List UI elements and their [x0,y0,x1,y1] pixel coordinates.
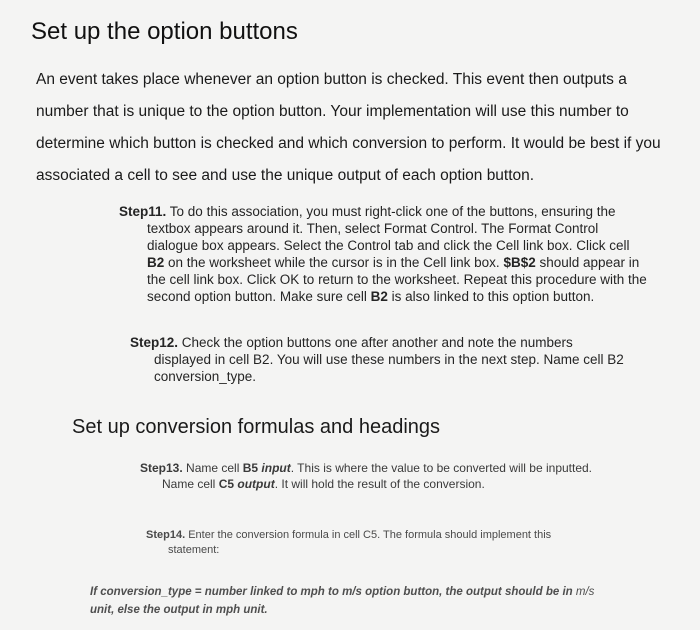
condition-part-2: unit, else the output in mph unit. [90,604,268,616]
step-13-name-2: output [237,477,275,491]
step-14-text-2: statement: [168,544,220,556]
step-11-text-5: is also linked to this option button. [387,289,595,304]
step-13-name-1: input [261,461,291,475]
step-13-text-4: . It will hold the result of the conversion. [274,477,485,491]
step-11-label: Step11. [119,204,167,219]
condition-statement [90,583,650,619]
intro-paragraph: An event takes place whenever an option button is checked. This event then outputs a number that is unique to the option button. Your implementation will use this number to determine which button is checked and which conversion to perform. It would be best if you associated a cell to see and use the unique output of each option button. [36,71,661,184]
step-12-label: Step12. [130,335,179,350]
step-13-text-2: . This is where the value to be converted will be inputted. [290,461,593,475]
step-11-text-3: on the worksheet while the cursor is in the Cell link box. [164,255,504,270]
step-13-label: Step13. [140,461,183,475]
section-title-option-buttons: Set up the option buttons [31,18,298,45]
step-12 [130,334,630,385]
step-14 [146,528,626,558]
step-13-text-3: Name cell [162,477,219,491]
step-11-ref-2: $B$2 [503,255,536,270]
step-13-ref-1: B5 [242,461,259,475]
step-14-label: Step14. [146,529,186,541]
section-title-conversion-formulas: Set up conversion formulas and headings [72,416,441,438]
step-11-text-4: should appear in the cell link box. Click OK to return to the worksheet. Repeat this procedure with the second option button. Make sure cell [147,255,647,304]
step-14-text-1: Enter the conversion formula in cell C5. The formula should implement this [185,529,552,541]
condition-unit: m/s [572,586,595,598]
step-11-text-2: textbox appears around it. Then, select Format Control. The Format Control dialogue box appears. Select the Control tab and click the Cell link box. Click cell [147,221,630,253]
step-11-text-1: To do this association, you must right-click one of the buttons, ensuring the [166,204,616,219]
step-11-ref-1: B2 [147,255,165,270]
step-11-body [119,220,649,305]
step-12-text-1: Check the option buttons one after another and note the numbers [178,335,573,350]
step-13-text-1: Name cell [182,461,243,475]
step-13 [140,460,660,492]
step-12-text-2: displayed in cell B2. You will use these numbers in the next step. Name cell B2 conversion_type. [154,352,624,384]
condition-part-1: If conversion_type = number linked to mph to m/s option button, the output should be in [90,586,573,598]
step-13-body [140,476,660,492]
step-11 [119,203,649,305]
step-11-ref-3: B2 [370,289,388,304]
step-13-ref-2: C5 [218,477,235,491]
